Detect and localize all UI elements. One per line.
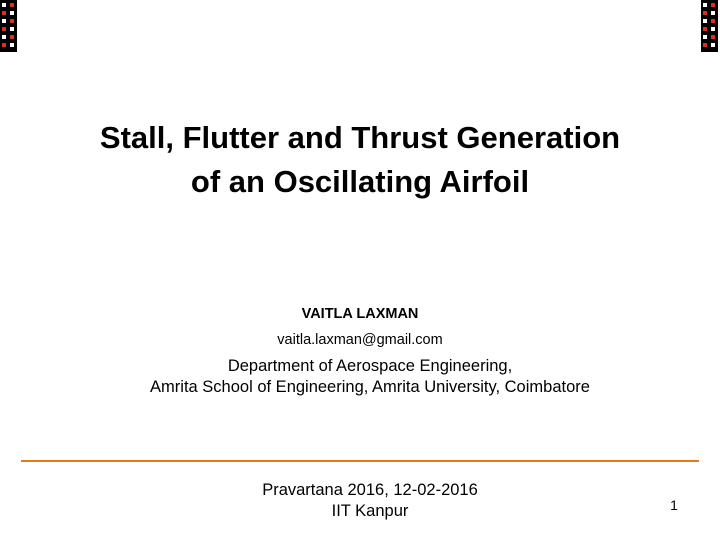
divider-rule	[21, 460, 699, 462]
author-affiliation	[0, 356, 720, 398]
event-info	[0, 480, 720, 522]
page-number: 1	[670, 497, 678, 513]
author-name: VAITLA LAXMAN	[301, 306, 419, 322]
slide-title	[20, 116, 700, 204]
corner-pattern-icon-left	[0, 0, 17, 52]
slide-title-line-1: Stall, Flutter and Thrust Generation	[99, 120, 621, 155]
affiliation-line-2: Amrita School of Engineering, Amrita University, Coimbatore	[150, 378, 590, 396]
affiliation-line-1: Department of Aerospace Engineering,	[227, 357, 513, 375]
event-line-1: Pravartana 2016, 12-02-2016	[262, 481, 478, 499]
author-email: vaitla.laxman@gmail.com	[277, 332, 443, 348]
event-line-2: IIT Kanpur	[331, 502, 409, 520]
slide-title-line-2: of an Oscillating Airfoil	[190, 164, 530, 199]
corner-pattern-icon-right	[701, 0, 718, 52]
